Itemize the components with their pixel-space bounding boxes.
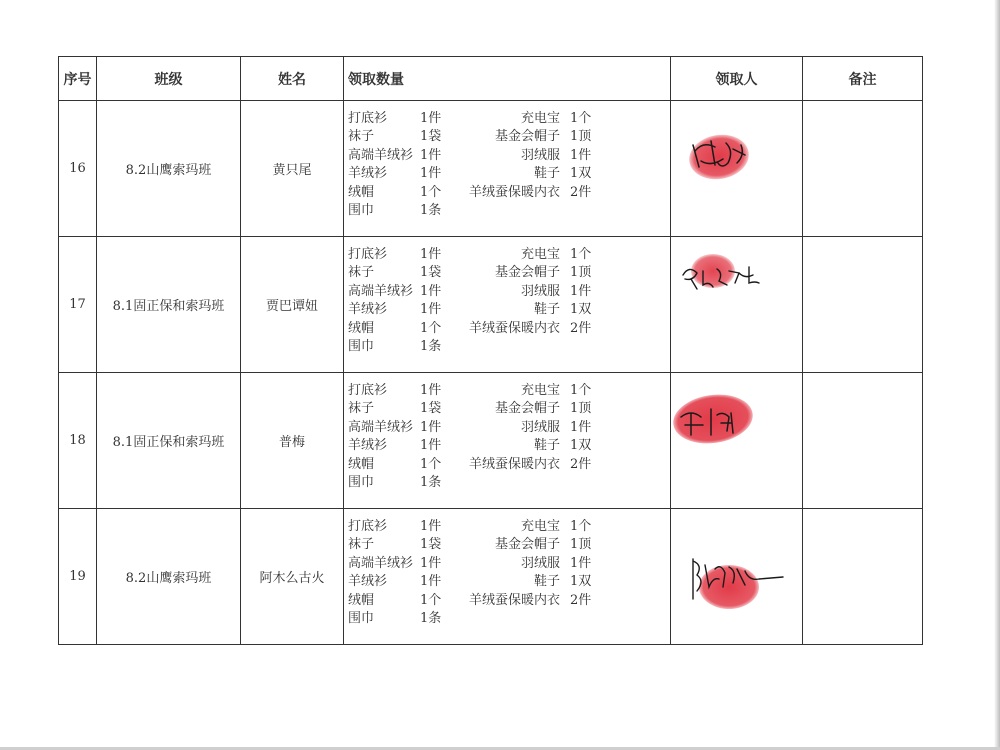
item-name: 打底衫 (348, 519, 388, 534)
item-name: 绒帽 (348, 320, 375, 336)
fingerprint-signature (671, 237, 801, 363)
table-row (59, 101, 923, 237)
table-row (59, 373, 923, 509)
item-name-secondary: 羽绒服 (520, 555, 560, 571)
item-quantity-secondary: 1个 (570, 247, 592, 262)
item-name: 高端羊绒衫 (348, 555, 414, 571)
item-line (348, 264, 670, 282)
item-name: 羊绒衫 (348, 438, 388, 454)
item-line (348, 128, 670, 146)
item-quantity-secondary: 2件 (570, 592, 592, 608)
item-line (348, 338, 670, 356)
item-line (348, 437, 670, 455)
item-quantity: 1袋 (420, 129, 442, 145)
row-remark (803, 373, 923, 509)
item-name-secondary: 鞋子 (533, 166, 560, 182)
item-line (348, 592, 670, 610)
item-name: 高端羊绒衫 (348, 283, 414, 299)
item-name: 羊绒衫 (348, 302, 388, 318)
item-line (348, 419, 670, 437)
row-items (344, 101, 671, 237)
item-quantity: 1个 (420, 184, 442, 200)
item-line (348, 555, 670, 573)
row-name: 阿木么古火 (241, 509, 344, 645)
item-line (348, 283, 670, 301)
item-line (348, 165, 670, 183)
item-line (348, 573, 670, 591)
item-quantity-secondary: 1件 (570, 555, 592, 571)
item-name: 袜子 (348, 537, 375, 553)
item-line (348, 456, 670, 474)
row-items (344, 509, 671, 645)
row-items (344, 237, 671, 373)
item-quantity: 1条 (420, 202, 442, 218)
item-quantity: 1件 (420, 147, 442, 163)
row-class: 8.2山鹰索玛班 (97, 101, 241, 237)
row-items (344, 373, 671, 509)
header-class: 班级 (97, 57, 241, 101)
item-name-secondary: 羽绒服 (520, 419, 560, 435)
row-class: 8.1固正保和索玛班 (97, 237, 241, 373)
header-receiver: 领取人 (671, 57, 803, 101)
item-name-secondary: 基金会帽子 (494, 129, 560, 145)
item-quantity-secondary: 2件 (570, 184, 592, 200)
item-name-secondary: 鞋子 (533, 302, 560, 318)
row-name: 黄只尾 (241, 101, 344, 237)
item-line (348, 382, 670, 400)
item-line (348, 184, 670, 202)
scan-edge-shadow (994, 0, 1000, 750)
item-quantity-secondary: 1件 (570, 419, 592, 435)
item-name-secondary: 基金会帽子 (494, 401, 560, 417)
row-no: 17 (59, 237, 97, 373)
item-name-secondary: 充电宝 (520, 519, 560, 534)
item-line (348, 400, 670, 418)
row-name: 普梅 (241, 373, 344, 509)
item-quantity-secondary: 1顶 (570, 537, 592, 553)
row-remark (803, 237, 923, 373)
distribution-table (58, 56, 923, 645)
item-quantity-secondary: 1双 (570, 574, 592, 590)
item-line (348, 320, 670, 338)
item-name-secondary: 羊绒蚕保暖内衣 (468, 320, 560, 336)
item-name: 袜子 (348, 129, 375, 145)
item-line (348, 536, 670, 554)
item-quantity: 1件 (420, 383, 442, 398)
item-quantity-secondary: 1件 (570, 147, 592, 163)
item-quantity: 1袋 (420, 401, 442, 417)
header-row (59, 57, 923, 101)
item-quantity: 1个 (420, 320, 442, 336)
fingerprint-signature (671, 509, 801, 635)
item-line (348, 518, 670, 536)
row-receiver-signature (671, 509, 803, 645)
item-quantity-secondary: 2件 (570, 320, 592, 336)
fingerprint-signature (671, 101, 801, 227)
item-name-secondary: 充电宝 (520, 111, 560, 126)
item-quantity: 1袋 (420, 265, 442, 281)
item-name-secondary: 羊绒蚕保暖内衣 (468, 184, 560, 200)
row-class: 8.1固正保和索玛班 (97, 373, 241, 509)
row-class: 8.2山鹰索玛班 (97, 509, 241, 645)
item-name: 围巾 (348, 610, 375, 626)
row-receiver-signature (671, 237, 803, 373)
item-name-secondary: 羽绒服 (520, 147, 560, 163)
header-items: 领取数量 (344, 57, 671, 101)
item-line (348, 110, 670, 128)
item-quantity-secondary: 1顶 (570, 129, 592, 145)
item-quantity-secondary: 1件 (570, 283, 592, 299)
item-name: 高端羊绒衫 (348, 147, 414, 163)
item-name: 绒帽 (348, 592, 375, 608)
header-remark: 备注 (803, 57, 923, 101)
item-name-secondary: 鞋子 (533, 438, 560, 454)
item-name-secondary: 羽绒服 (520, 283, 560, 299)
item-name: 打底衫 (348, 383, 388, 398)
item-name: 打底衫 (348, 247, 388, 262)
item-quantity: 1件 (420, 302, 442, 318)
item-line (348, 301, 670, 319)
row-no: 19 (59, 509, 97, 645)
item-line (348, 246, 670, 264)
item-name: 袜子 (348, 265, 375, 281)
item-quantity-secondary: 1顶 (570, 265, 592, 281)
item-quantity: 1件 (420, 247, 442, 262)
item-name-secondary: 羊绒蚕保暖内衣 (468, 592, 560, 608)
item-name: 绒帽 (348, 184, 375, 200)
item-quantity: 1件 (420, 166, 442, 182)
item-quantity-secondary: 1双 (570, 302, 592, 318)
item-quantity-secondary: 1双 (570, 438, 592, 454)
item-name-secondary: 基金会帽子 (494, 265, 560, 281)
fingerprint-signature (671, 373, 801, 499)
item-name: 打底衫 (348, 111, 388, 126)
item-quantity: 1件 (420, 283, 442, 299)
table-row (59, 237, 923, 373)
item-name-secondary: 充电宝 (520, 247, 560, 262)
row-no: 18 (59, 373, 97, 509)
item-quantity-secondary: 1顶 (570, 401, 592, 417)
item-name: 羊绒衫 (348, 574, 388, 590)
item-name: 围巾 (348, 338, 375, 354)
header-name: 姓名 (241, 57, 344, 101)
item-name-secondary: 鞋子 (533, 574, 560, 590)
row-remark (803, 509, 923, 645)
item-quantity: 1件 (420, 111, 442, 126)
row-remark (803, 101, 923, 237)
item-quantity: 1件 (420, 438, 442, 454)
item-quantity-secondary: 1双 (570, 166, 592, 182)
item-name: 袜子 (348, 401, 375, 417)
item-quantity-secondary: 1个 (570, 519, 592, 534)
item-name: 围巾 (348, 474, 375, 490)
item-quantity: 1个 (420, 456, 442, 472)
item-quantity: 1条 (420, 338, 442, 354)
item-quantity: 1条 (420, 610, 442, 626)
item-quantity: 1条 (420, 474, 442, 490)
item-name: 绒帽 (348, 456, 375, 472)
table-row (59, 509, 923, 645)
item-quantity: 1个 (420, 592, 442, 608)
item-name-secondary: 基金会帽子 (494, 537, 560, 553)
item-quantity-secondary: 1个 (570, 111, 592, 126)
row-no: 16 (59, 101, 97, 237)
row-name: 贾巴谭妞 (241, 237, 344, 373)
item-line (348, 610, 670, 628)
item-line (348, 147, 670, 165)
item-quantity-secondary: 2件 (570, 456, 592, 472)
item-line (348, 202, 670, 220)
item-line (348, 474, 670, 492)
item-quantity-secondary: 1个 (570, 383, 592, 398)
item-name: 围巾 (348, 202, 375, 218)
item-name-secondary: 充电宝 (520, 383, 560, 398)
row-receiver-signature (671, 101, 803, 237)
row-receiver-signature (671, 373, 803, 509)
item-name-secondary: 羊绒蚕保暖内衣 (468, 456, 560, 472)
item-quantity: 1袋 (420, 537, 442, 553)
header-no: 序号 (59, 57, 97, 101)
item-name: 羊绒衫 (348, 166, 388, 182)
item-name: 高端羊绒衫 (348, 419, 414, 435)
item-quantity: 1件 (420, 555, 442, 571)
item-quantity: 1件 (420, 574, 442, 590)
item-quantity: 1件 (420, 419, 442, 435)
item-quantity: 1件 (420, 519, 442, 534)
